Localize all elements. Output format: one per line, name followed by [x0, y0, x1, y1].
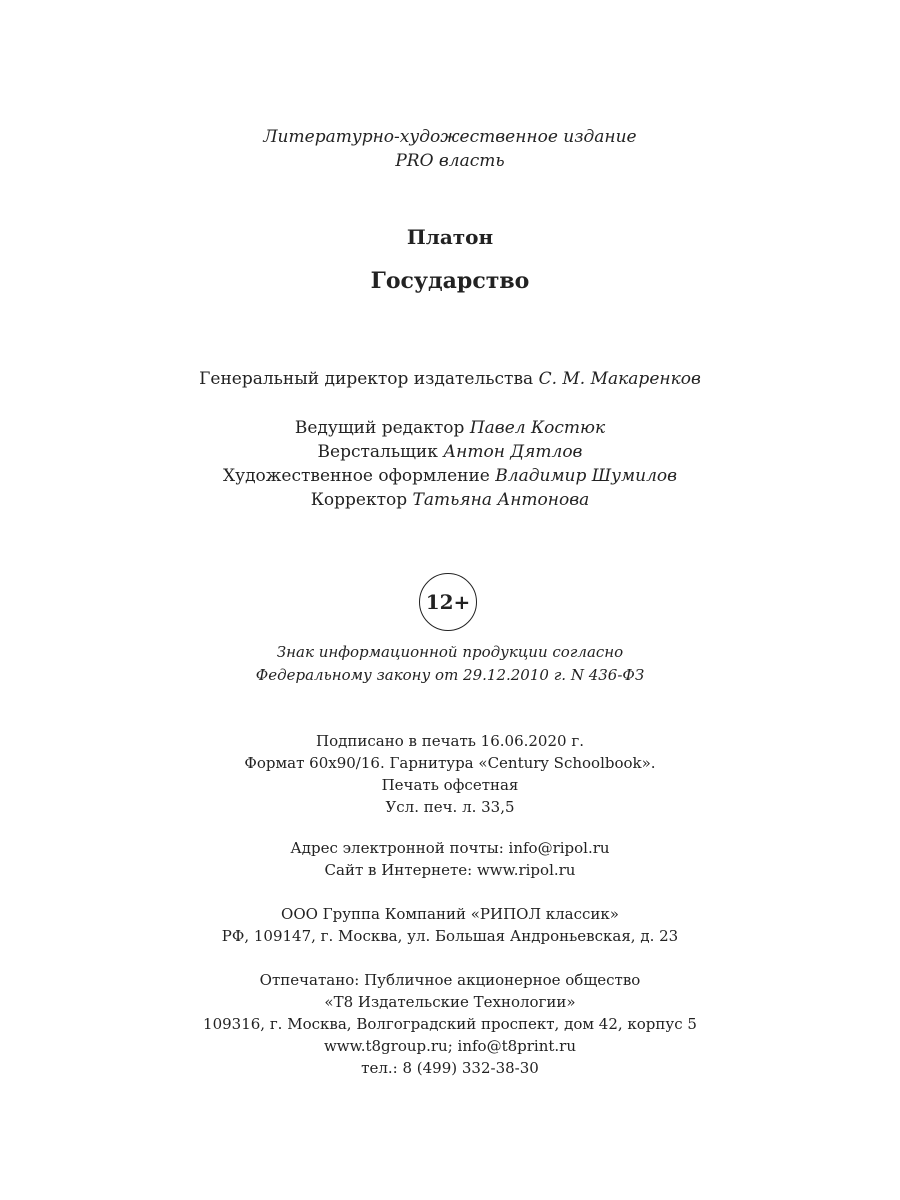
staff-line [0, 488, 900, 512]
director-credit [0, 367, 900, 391]
staff-line [0, 440, 900, 464]
print-info-line: Формат 60x90/16. Гарнитура «Century Schoolbook». [244, 754, 656, 772]
staff-role: Художественное оформление [222, 466, 490, 486]
print-info-line: Подписано в печать 16.06.2020 г. [316, 732, 584, 750]
staff-name: Павел Костюк [469, 418, 606, 438]
info-product-notice [0, 641, 900, 687]
contact-info [0, 837, 900, 881]
printer-line: «Т8 Издательские Технологии» [324, 993, 576, 1011]
director-name: С. М. Макаренков [538, 369, 701, 389]
notice-line: Знак информационной продукции согласно [276, 643, 624, 661]
publisher-info [0, 903, 900, 947]
printer-line: 109316, г. Москва, Волгоградский проспект, дом 42, корпус 5 [203, 1015, 697, 1033]
author-name: Платон [406, 225, 494, 249]
staff-role: Верстальщик [317, 442, 438, 462]
notice-line: Федеральному закону от 29.12.2010 г. N 436-ФЗ [255, 666, 645, 684]
publisher-line: ООО Группа Компаний «РИПОЛ классик» [281, 905, 619, 923]
series-name: PRO власть [395, 151, 505, 171]
contact-line: Сайт в Интернете: www.ripol.ru [324, 861, 576, 879]
staff-name: Татьяна Антонова [412, 490, 590, 510]
book-title: Государство [370, 268, 530, 294]
staff-credits [0, 416, 900, 512]
staff-role: Ведущий редактор [294, 418, 465, 438]
printer-line: www.t8group.ru; info@t8print.ru [323, 1037, 577, 1055]
age-rating-badge: 12+ [419, 573, 477, 631]
edition-info [0, 125, 900, 173]
print-info [0, 730, 900, 818]
printer-line: Отпечатано: Публичное акционерное общество [259, 971, 641, 989]
edition-type: Литературно-художественное издание [263, 127, 637, 147]
staff-name: Владимир Шумилов [495, 466, 678, 486]
staff-line [0, 464, 900, 488]
print-info-line: Печать офсетная [381, 776, 519, 794]
staff-line [0, 416, 900, 440]
staff-name: Антон Дятлов [443, 442, 583, 462]
contact-line: Адрес электронной почты: info@ripol.ru [290, 839, 610, 857]
print-info-line: Усл. печ. л. 33,5 [385, 798, 515, 816]
printer-info [0, 969, 900, 1079]
printer-line: тел.: 8 (499) 332-38-30 [361, 1059, 539, 1077]
publisher-line: РФ, 109147, г. Москва, ул. Большая Андроньевская, д. 23 [221, 927, 679, 945]
staff-role: Корректор [310, 490, 408, 510]
director-role: Генеральный директор издательства [199, 369, 534, 389]
